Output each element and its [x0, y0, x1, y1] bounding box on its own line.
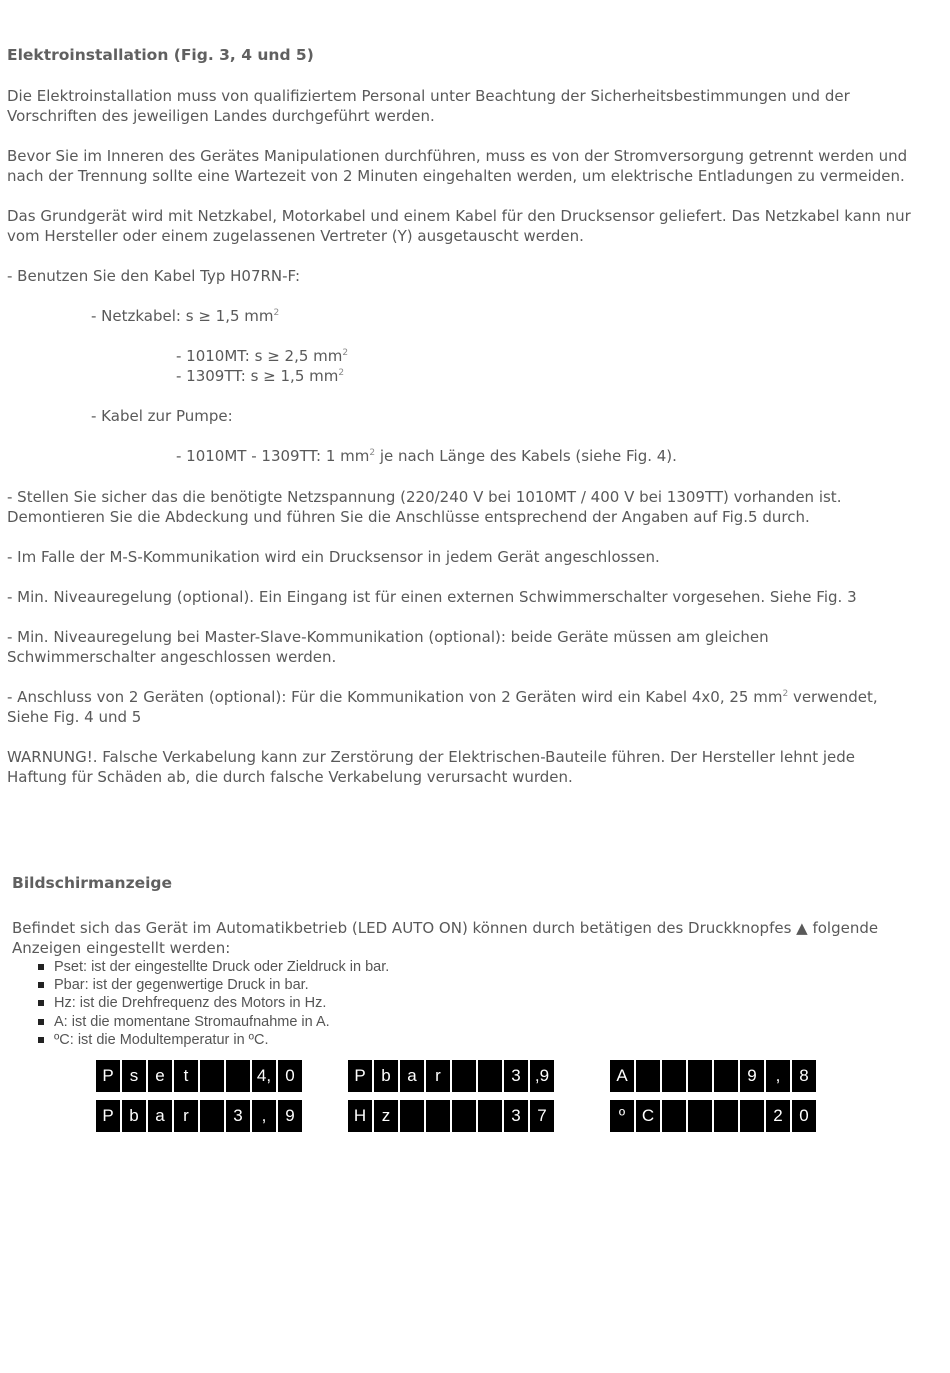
- lcd-cell: 9: [740, 1060, 764, 1092]
- list-item: Pset: ist der eingestellte Druck oder Zieldruck in bar.: [38, 958, 389, 976]
- lcd-cell: [478, 1100, 502, 1132]
- lcd-row-bottom: [348, 1100, 554, 1132]
- netzkabel-line: - Netzkabel: s ≥ 1,5 $mm^2$: [91, 307, 280, 325]
- paragraph-mains-voltage: - Stellen Sie sicher das die benötigte Netzspannung (220/240 V bei 1010MT / 400 V bei 1309TT) vorhanden ist. Demontieren Sie die Abdeckung und führen Sie die Anschlüsse entsprechend der Angaben auf Fig.5 durch.: [7, 488, 842, 526]
- lcd-row-top: [96, 1060, 302, 1092]
- lcd-cell: [636, 1060, 660, 1092]
- paragraph-ms-communication: - Im Falle der M-S-Kommunikation wird ein Drucksensor in jedem Gerät angeschlossen.: [7, 548, 660, 566]
- lcd-cell: r: [426, 1060, 450, 1092]
- lcd-cell: [478, 1060, 502, 1092]
- paragraph-cable-type: - Benutzen Sie den Kabel Typ H07RN-F:: [7, 267, 301, 285]
- lcd-cell: C: [636, 1100, 660, 1132]
- pump-cable-line: - Kabel zur Pumpe:: [91, 407, 233, 425]
- lcd-cell: 8: [792, 1060, 816, 1092]
- bullet-square-icon: [38, 964, 44, 970]
- lcd-cell: 4,: [252, 1060, 276, 1092]
- lcd-cell: [662, 1100, 686, 1132]
- lcd-cell: P: [96, 1100, 120, 1132]
- lcd-cell: [426, 1100, 450, 1132]
- netzkabel-1010mt-line: - 1010MT: s ≥ 2,5 $mm^2$: [176, 347, 349, 365]
- display-intro-paragraph: Befindet sich das Gerät im Automatikbetrieb (LED AUTO ON) können durch betätigen des Druckknopfes ▲ folgende Anzeigen eingestellt werden:: [12, 919, 879, 957]
- lcd-cell: a: [400, 1060, 424, 1092]
- list-item: A: ist die momentane Stromaufnahme in A.: [38, 1013, 389, 1031]
- paragraph-warning: WARNUNG!. Falsche Verkabelung kann zur Zerstörung der Elektrischen-Bauteile führen. Der Hersteller lehnt jede Haftung für Schäden ab, die durch falsche Verkabelung verursacht wurden.: [7, 748, 856, 786]
- lcd-display-pbar: [348, 1060, 556, 1132]
- display-modes-list: [38, 958, 389, 1049]
- lcd-display-current: [610, 1060, 818, 1132]
- lcd-row-bottom: [610, 1100, 816, 1132]
- lcd-cell: 3: [504, 1100, 528, 1132]
- paragraph-supplied-cables: Das Grundgerät wird mit Netzkabel, Motorkabel und einem Kabel für den Drucksensor geliefert. Das Netzkabel kann nur vom Hersteller oder einem zugelassenen Vertreter (Y) ausgetauscht werden.: [7, 207, 911, 245]
- lcd-cell: [400, 1100, 424, 1132]
- lcd-cell: [714, 1100, 738, 1132]
- bullet-square-icon: [38, 1000, 44, 1006]
- lcd-cell: [688, 1060, 712, 1092]
- lcd-cell: s: [122, 1060, 146, 1092]
- lcd-cell: [200, 1060, 224, 1092]
- lcd-cell: 3: [226, 1100, 250, 1132]
- lcd-cell: b: [374, 1060, 398, 1092]
- paragraph-level-control-ms: - Min. Niveauregelung bei Master-Slave-Kommunikation (optional): beide Geräte müssen am gleichen Schwimmerschalter angeschlossen werden.: [7, 628, 769, 666]
- list-item: ºC: ist die Modultemperatur in ºC.: [38, 1031, 389, 1049]
- paragraph-disconnect-power: Bevor Sie im Inneren des Gerätes Manipulationen durchführen, muss es von der Stromversorgung getrennt werden und nach der Trennung sollte eine Wartezeit von 2 Minuten eingehalten werden, um elektrische Entladungen zu vermeiden.: [7, 147, 908, 185]
- paragraph-level-control: - Min. Niveauregelung (optional). Ein Eingang ist für einen externen Schwimmerschalter vorgesehen. Siehe Fig. 3: [7, 588, 857, 606]
- lcd-cell: b: [122, 1100, 146, 1132]
- lcd-cell: 9: [278, 1100, 302, 1132]
- lcd-cell: e: [148, 1060, 172, 1092]
- list-item: Hz: ist die Drehfrequenz des Motors in Hz.: [38, 994, 389, 1012]
- lcd-cell: [740, 1100, 764, 1132]
- lcd-cell: 2: [766, 1100, 790, 1132]
- lcd-cell: ,: [252, 1100, 276, 1132]
- pump-cable-spec-line: - 1010MT - 1309TT: 1 $mm^2$ je nach Länge des Kabels (siehe Fig. 4).: [176, 447, 677, 465]
- bullet-square-icon: [38, 1037, 44, 1043]
- lcd-cell: [452, 1060, 476, 1092]
- lcd-cell: [226, 1060, 250, 1092]
- lcd-cell: [200, 1100, 224, 1132]
- lcd-cell: t: [174, 1060, 198, 1092]
- lcd-cell: º: [610, 1100, 634, 1132]
- lcd-cell: P: [96, 1060, 120, 1092]
- lcd-cell: r: [174, 1100, 198, 1132]
- display-section-heading: Bildschirmanzeige: [12, 874, 173, 892]
- lcd-cell: [452, 1100, 476, 1132]
- netzkabel-1309tt-line: - 1309TT: s ≥ 1,5 $mm^2$: [176, 367, 345, 385]
- lcd-cell: a: [148, 1100, 172, 1132]
- lcd-display-pset: [96, 1060, 304, 1132]
- bullet-square-icon: [38, 1019, 44, 1025]
- lcd-cell: A: [610, 1060, 634, 1092]
- paragraph-two-devices: - Anschluss von 2 Geräten (optional): Für die Kommunikation von 2 Geräten wird ein Kabel 4x0, 25 $mm^2$ verwendet, Siehe Fig. 4 und 5: [7, 688, 878, 726]
- list-item: Pbar: ist der gegenwertige Druck in bar.: [38, 976, 389, 994]
- lcd-cell: 0: [792, 1100, 816, 1132]
- lcd-cell: [714, 1060, 738, 1092]
- paragraph-qualified-personnel: Die Elektroinstallation muss von qualifiziertem Personal unter Beachtung der Sicherheitsbestimmungen und der Vorschriften des jeweiligen Landes durchgeführt werden.: [7, 87, 850, 125]
- lcd-row-top: [348, 1060, 554, 1092]
- lcd-cell: [688, 1100, 712, 1132]
- lcd-cell: 0: [278, 1060, 302, 1092]
- lcd-cell: H: [348, 1100, 372, 1132]
- lcd-cell: 7: [530, 1100, 554, 1132]
- lcd-row-top: [610, 1060, 816, 1092]
- lcd-row-bottom: [96, 1100, 302, 1132]
- bullet-square-icon: [38, 982, 44, 988]
- lcd-cell: 3: [504, 1060, 528, 1092]
- lcd-cell: z: [374, 1100, 398, 1132]
- lcd-cell: ,: [766, 1060, 790, 1092]
- section-heading: Elektroinstallation (Fig. 3, 4 und 5): [7, 46, 314, 64]
- lcd-cell: [662, 1060, 686, 1092]
- lcd-cell: ,9: [530, 1060, 554, 1092]
- lcd-cell: P: [348, 1060, 372, 1092]
